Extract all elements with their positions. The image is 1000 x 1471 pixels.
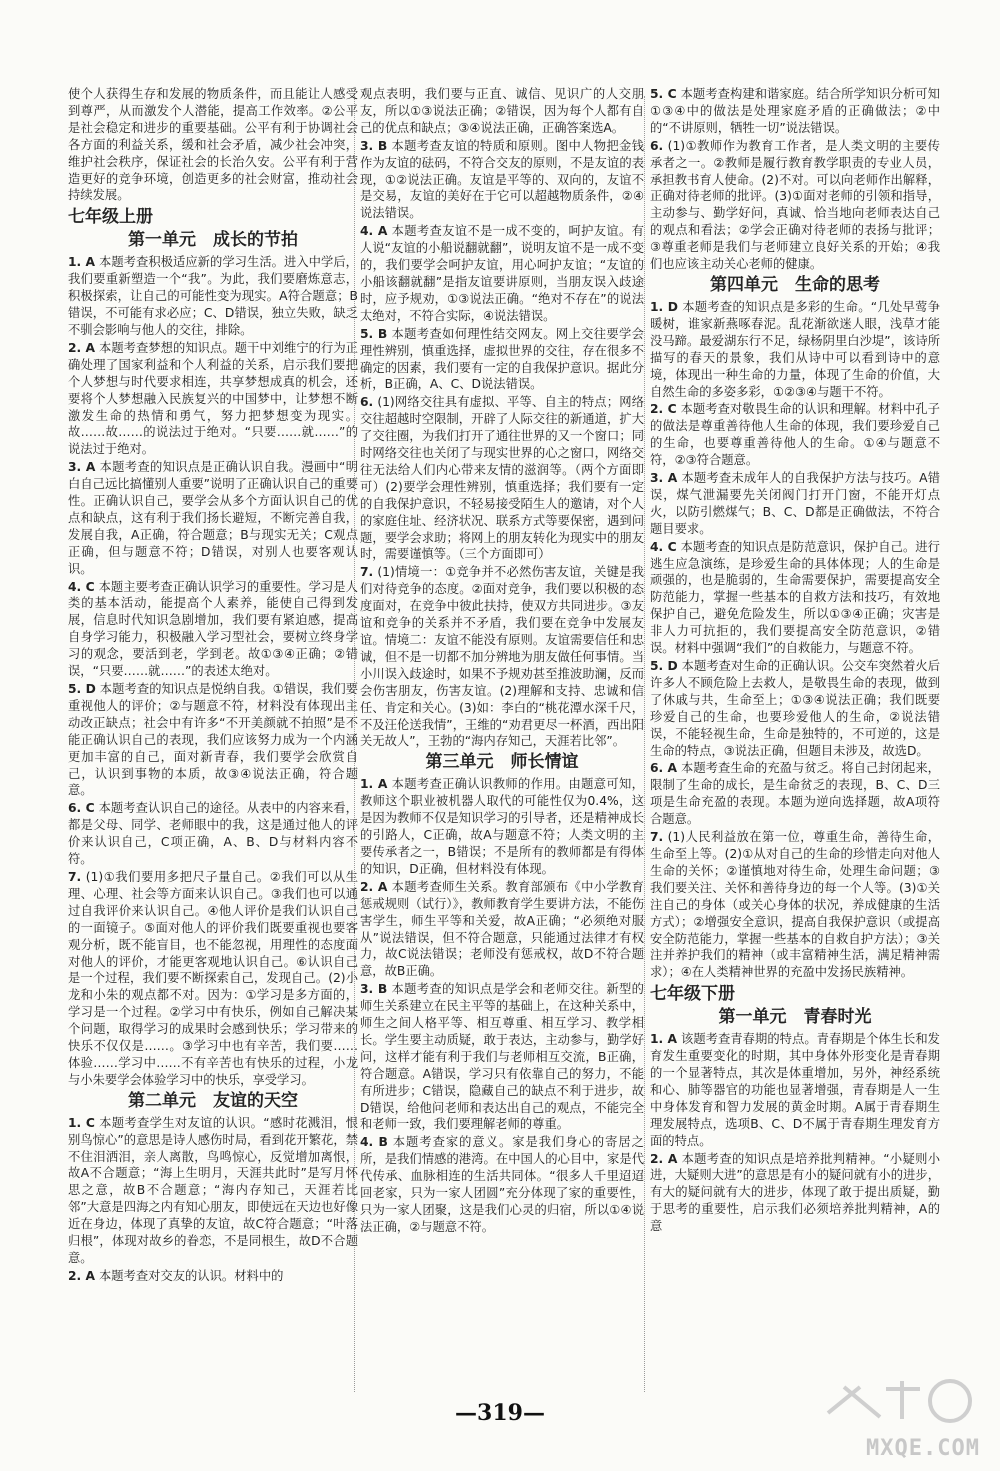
answer-list xyxy=(68,1115,358,1285)
answer-number: 2. A xyxy=(68,1268,96,1283)
answer-number: 6. xyxy=(650,138,664,153)
answer-item xyxy=(360,138,644,223)
answer-text: 本题考查梦想的知识点。题干中刘维宁的行为正确处理了国家利益和个人利益的关系，启示我们要把个人梦想与时代要求相连，共享梦想成真的机会，还要将个人梦想融入民族复兴的中国梦中，让梦想不断激发生命的热情和勇气，努力把梦想变为现实。故……故……的说法过于绝对。“只要……就……”的说法过于绝对。 xyxy=(68,340,358,457)
answer-text: 本题考查的知识点是防范意识，保护自己。进行逃生应急演练，是珍爱生命的具体体现；人的生命是顽强的，也是脆弱的，生命需要保护，需要提高安全防范能力，掌握一些基本的自救方法和技巧，有效地保护自己，避免危险发生，所以①③④正确；灾害是非人力可抗拒的，我们要提高安全防范意识，②错误。材料中强调“我们”的自救能力，与题意不符。 xyxy=(650,539,940,656)
page-number: —319— xyxy=(455,1400,545,1426)
answer-text: 本题考查家的意义。家是我们身心的寄居之所，是我们情感的港湾。在中国人的心目中，家是代代传承、血脉相连的生活共同体。“很多人千里迢迢回老家，只为一家人团圆”充分体现了家的重要性，只为一家人团聚，这是我们心灵的归宿，所以①④说法正确，②与题意不符。 xyxy=(360,1135,644,1234)
intro-paragraph: 使个人获得生存和发展的物质条件，而且能让人感受到尊严，从而激发个人潜能，提高工作效率。②公平是社会稳定和进步的重要基础。公平有利于协调社会各方面的利益关系，缓和社会矛盾，减少社会冲突，维护社会秩序，保证社会的长治久安。公平有利于营造更好的竞争环境，创造更多的社会财富，推动社会持续发展。 xyxy=(68,87,358,203)
grade-heading: 七年级下册 xyxy=(650,984,735,1005)
answer-item xyxy=(68,800,358,868)
answer-number: 3. B xyxy=(360,982,388,997)
grade-heading: 七年级上册 xyxy=(68,207,153,228)
answer-text: 本题考查构建和谐家庭。结合所学知识分析可知①③④中的做法是处理家庭矛盾的正确做法；②中的“不讲原则，牺牲一切”说法错误。 xyxy=(650,87,940,135)
answer-item xyxy=(68,459,358,577)
answer-number: 6. A xyxy=(650,761,678,776)
answer-number: 3. A xyxy=(68,460,96,475)
answer-text: 本题考查未成年人的自我保护方法与技巧。A错误，煤气泄漏要先关闭阀门打开门窗，不能开灯点火，以防引燃煤气；B、C、D都是正确做法，不符合题目要求。 xyxy=(650,471,940,536)
unit-heading: 第三单元 师长情谊 xyxy=(425,752,579,773)
answer-number: 3. B xyxy=(360,138,388,153)
answer-list xyxy=(650,1031,940,1235)
answer-list xyxy=(360,138,644,751)
answer-item xyxy=(68,681,358,799)
answer-number: 1. D xyxy=(650,299,678,314)
answer-text: 本题考查的知识点是学会和老师交往。新型的师生关系建立在民主平等的基础上，在这种关系中，师生之间人格平等、相互尊重、相互学习、教学相长。学生要主动质疑，敢于表达，主动参与，勤学好问，这样才能有利于我们与老师相互交流，B正确，符合题意。A错误，学习只有依靠自己的努力，不能有所进步；C错误，隐藏自己的缺点不利于进步，故D错误，给他问老师和表达出自己的观点，不能完全和老师一致，我们要理解老师的尊重。 xyxy=(360,982,644,1132)
answer-item xyxy=(360,776,644,877)
answer-text: (1)人民利益放在第一位，尊重生命，善待生命，生命至上等。(2)①从对自己的生命的珍惜走向对他人生命的关怀；②谨慎地对待生命，处理生命问题；③我们要关注、关怀和善待身边的每一个人等。(3)①关注自己的身体（或关心身体的状况，养成健康的生活方式）；②增强安全意识，提高自我保护意识（或提高安全防范能力，掌握一些基本的自救自护方法）；③关注并养护我们的精神（或丰富精神生活，满足精神需求）；④在人类精神世界的充盈中发扬民族精神。 xyxy=(650,830,940,980)
answer-number: 6. xyxy=(360,395,374,410)
answer-text: 本题考查如何理性结交网友。网上交往要学会理性辨别，慎重选择，虚拟世界的交往，存在很多不确定的因素，我们要有一定的自我保护意识。据此分析，B正确，A、C、D说法错误。 xyxy=(360,326,644,392)
answer-text: 本题考查的知识点是多彩的生命。“几处早莺争暖树，谁家新燕啄春泥。乱花渐欲迷人眼，浅草才能没马蹄。最爱湖东行不足，绿杨阴里白沙堤”，该诗所描写的春天的景象，我们从诗中可以看到诗中的意境，体现出一种生命的力量，体现了生命的价值，大自然生命的多姿多彩，①②③④与题干不符。 xyxy=(650,299,940,399)
answer-list xyxy=(360,776,644,1235)
answer-text: 本题考查友谊不是一成不变的，呵护友谊。有人说“友谊的小船说翻就翻”，说明友谊不是一成不变的，我们要学会呵护友谊，用心呵护友谊；“友谊的小船该翻就翻”是指友谊要讲原则，当朋友误入歧途时，应予规劝，①③说法正确。“绝对不存在”的说法太绝对，不符合实际，④说法错误。 xyxy=(360,224,644,323)
answer-item xyxy=(360,394,644,563)
answer-text: 本题考查正确认识教师的作用。由题意可知，教师这个职业被机器人取代的可能性仅为0.4%，这是因为教师不仅是知识学习的引导者，还是精神成长的引路人，C正确，故A与题意不符；人类文明的主要传承者之一，B错误；不是所有的教师都是有得体的知识，D正确，但材料没有体现。 xyxy=(360,777,644,876)
answer-item xyxy=(360,223,644,324)
answer-number: 5. B xyxy=(360,326,388,341)
answer-item xyxy=(68,1115,358,1267)
answer-text: (1)情境一：①竞争并不必然伤害友谊，关键是我们对待竞争的态度。②面对竞争，我们要以积极的态度面对，在竞争中彼此扶持，使双方共同进步。③友谊和竞争的关系并不矛盾，我们要在竞争中发展友谊。情境二：友谊不能没有原则。友谊需要信任和忠诚，但不是一切都不加分辨地为朋友做任何事情。当小川误入歧途时，如果不予规劝甚至推波助澜，反而会伤害朋友，伤害友谊。(2)理解和支持、忠诚和信任、肯定和关心。(3)如：李白的“桃花潭水深千尺，不及汪伦送我情”，王维的“劝君更尽一杯酒，西出阳关无故人”，王勃的“海内存知己，天涯若比邻”。 xyxy=(360,565,644,749)
answer-text: 本题考查学生对友谊的认识。“感时花溅泪，恨别鸟惊心”的意思是诗人感伤时局，看到花开繁花，禁不住泪洒泪，亲人离散，鸟鸣惊心，反觉增加离恨，故A不合题意；“海上生明月，天涯共此时”是写月怀思之意，故B不合题意；“海内存知己，天涯若比邻”大意是四海之内有知心朋友，即使远在天边也好像近在身边，体现了真挚的友谊，故C符合题意；“叶落归根”，体现对故乡的眷恋，不是同根生，故D不合题意。 xyxy=(68,1115,358,1265)
answer-item xyxy=(650,1031,940,1149)
unit-heading: 第一单元 成长的节拍 xyxy=(128,230,298,251)
answer-item xyxy=(360,564,644,750)
answer-text: 该题考查青春期的特点。青春期是个体生长和发育发生重要变化的时期，其中身体外形变化是青春期的一个显著特点，其次是体重增加，另外，神经系统和心、肺等器官的功能也显著增强，青春期是人一生中身体发育和智力发展的黄金时期。A属于青春期生理发展特点，选项B、C、D不属于青春期生理发育方面的特点。 xyxy=(650,1032,940,1148)
answer-text: (1)①教师作为教育工作者，是人类文明的主要传承者之一。②教师是履行教育教学职责的专业人员，承担教书育人使命。(2)不对。可以向老师作出解释，正确对待老师的批评。(3)①面对老师的引领和指导，主动参与、勤学好问，真诚、恰当地向老师表达自己的观点和看法；②学会正确对待老师的表扬与批评；③尊重老师是我们与老师建立良好关系的开始；④我们也应该主动关心老师的健康。 xyxy=(650,138,940,272)
answer-item xyxy=(650,299,940,400)
answer-text: 本题考查师生关系。教育部颁布《中小学教育惩戒规则（试行）》，教师教育学生要讲方法，不能伤害学生，师生平等和关爱，故A正确；“必须绝对服从”说法错误，但不符合题意，只能通过法律才有权力，故C说法错误；老师没有惩戒权，故D不符合题意，故B正确。 xyxy=(360,879,644,979)
answer-number: 5. C xyxy=(650,87,677,101)
answer-number: 5. D xyxy=(68,682,96,696)
answer-item xyxy=(68,1268,358,1285)
answer-text: 本题考查积极适应新的学习生活。进入中学后，我们要重新塑造一个“我”。为此，我们要磨炼意志，积极探索，让自己的可能性变为现实。A符合题意；B错误，不可能有求必应；C、D错误，独立失败，缺乏不驯会影响与他人的交往，排除。 xyxy=(68,255,358,337)
answer-number: 5. D xyxy=(650,659,678,673)
answer-number: 1. C xyxy=(68,1115,95,1130)
answer-item xyxy=(650,829,940,981)
answer-number: 2. A xyxy=(650,1151,678,1166)
answer-text: 本题考查认识自己的途径。从表中的内容来看，都是父母、同学、老师眼中的我，这是通过他人的评价来认识自己，C项正确，A、B、D与材料内容不符。 xyxy=(68,801,358,867)
column-2 xyxy=(360,86,644,1386)
answer-text: 本题考查的知识点是正确认识自我。漫画中“明白自己远比搞懂别人重要”说明了正确认识自己的重要性。正确认识自己，要学会从多个方面认识自己的优点和缺点，这有利于我们扬长避短，不断完善自我，发展自我，A正确，符合题意；B与现实无关；C观点正确，但与题意不符；D错误，对别人也要客观认识。 xyxy=(68,460,358,576)
answer-number: 2. A xyxy=(68,340,96,355)
answer-number: 6. C xyxy=(68,801,95,816)
answer-item xyxy=(360,879,644,980)
answer-list xyxy=(68,254,358,1088)
answer-item xyxy=(650,138,940,273)
answer-text: 本题考查对生命的正确认识。公交车突然着火后许多人不顾危险上去救人，是敬畏生命的表现，做到了休戚与共，生命至上；①③④说法正确；我们既要珍爱自己的生命，也要珍爱他人的生命，②说法错误，不能轻视生命，生命是独特的，不可逆的，这是生命的特点，③说法正确，但题目未涉及，故选D。 xyxy=(650,659,940,758)
answer-item xyxy=(650,86,940,137)
answer-item xyxy=(68,254,358,339)
answer-item xyxy=(650,760,940,828)
answer-number: 4. A xyxy=(360,224,388,239)
answer-item xyxy=(650,470,940,538)
answer-number: 4. B xyxy=(360,1135,388,1150)
answer-number: 1. A xyxy=(650,1032,678,1047)
column-1 xyxy=(68,86,358,1386)
answer-number: 4. C xyxy=(650,539,677,554)
answer-item xyxy=(360,981,644,1133)
answer-text: (1)①我们要用多把尺子量自己。②我们可以从生理、心理、社会等方面来认识自己。③我们也可以通过自我评价来认识自己。④他人评价是我们认识自己的一面镜子。⑤面对他人的评价我们既要重视也要客观分析，既不能盲目，也不能忽视，用理性的态度面对他人的评价，才能更客观地认识自己。⑥认识自己是一个过程，我们要不断探索自己，发现自己。(2)小龙和小朱的观点都不对。因为：①学习是多方面的，学习是一个过程。②学习中有快乐，例如自己解决某个问题，取得学习的成果时会感到快乐；学习带来的快乐不仅仅是……。③学习中也有辛苦，我们要……体验……学习中……不有辛苦也有快乐的过程，小龙与小朱要学会体验学习中的快乐，享受学习。 xyxy=(68,869,358,1087)
unit-heading: 第二单元 友谊的天空 xyxy=(128,1090,298,1111)
intro-paragraph: 观点表明，我们要与正直、诚信、见识广的人交朋友，所以①③说法正确；②错误，因为每个人都有自己的优点和缺点；③④说法正确，正确答案选A。 xyxy=(360,87,644,135)
answer-number: 7. xyxy=(68,869,82,884)
answer-number: 7. xyxy=(360,565,374,580)
answer-item xyxy=(360,326,644,394)
answer-item xyxy=(360,1134,644,1235)
answer-text: 本题考查生命的充盈与贫乏。将自己封闭起来，限制了生命的成长，是生命贫乏的表现，B、C、D三项是生命充盈的表现。本题为逆向选择题，故A项符合题意。 xyxy=(650,761,940,827)
answer-number: 1. A xyxy=(68,255,96,270)
answer-text: 本题主要考查正确认识学习的重要性。学习是人类的基本活动，能提高个人素养，能使自己得到发展，信息时代知识急剧增加，我们要有紧迫感，提高自身学习能力，积极融入学习型社会，要树立终身学习的观念，要活到老，学到老。故①③④正确；②错误，“只要……就……”的表述太绝对。 xyxy=(68,579,358,679)
unit-heading: 第四单元 生命的思考 xyxy=(710,274,880,295)
answer-item xyxy=(650,658,940,759)
answer-item xyxy=(68,869,358,1089)
answer-number: 2. A xyxy=(360,879,388,894)
answer-text: 本题考查友谊的特质和原则。图中人物把金钱作为友谊的砝码，不符合交友的原则，不是友谊的表现，①②说法正确。友谊是平等的、双向的，友谊不是交易，友谊的美好在于它可以超越物质条件，②④说法错误。 xyxy=(360,138,644,221)
answer-text: (1)网络交往具有虚拟、平等、自主的特点；网络交往超越时空限制，开辟了人际交往的新通道，扩大了交往圈，为我们打开了通往世界的又一个窗口；同时网络交往也关闭了与现实世界的心之窗口，网络交往无法给人们内心带来友情的滋润等。（两个方面即可）(2)要学会理性辨别，慎重选择；我们要有一定的自我保护意识，不轻易接受陌生人的邀请，对个人的家庭住址、经济状况、联系方式等要保密，遇到问题，要学会求助；将网上的朋友转化为现实中的朋友时，需要谨慎等。（三个方面即可） xyxy=(360,395,644,562)
answer-item xyxy=(68,340,358,458)
answer-list xyxy=(650,86,940,273)
answer-number: 4. C xyxy=(68,579,95,594)
unit-heading: 第一单元 青春时光 xyxy=(718,1007,872,1028)
answer-text: 本题考查对交友的认识。材料中的 xyxy=(98,1268,284,1283)
answer-item xyxy=(650,401,940,469)
answer-item xyxy=(68,579,358,680)
answer-number: 3. A xyxy=(650,471,678,486)
answer-item xyxy=(650,539,940,657)
answer-item xyxy=(650,1151,940,1236)
column-divider xyxy=(644,96,645,1392)
watermark-text: MXQE.COM xyxy=(866,1436,980,1461)
answer-number: 1. A xyxy=(360,777,388,792)
answer-text: 本题考查的知识点是培养批判精神。“小疑则小进，大疑则大进”的意思是有小的疑问就有小的进步，有大的疑问就有大的进步，体现了敢于提出质疑，勤于思考的重要性，启示我们必须培养批判精神，A的意 xyxy=(650,1151,940,1234)
answer-text: 本题考查对敬畏生命的认识和理解。材料中孔子的做法是尊重善待他人生命的体现，我们要珍爱自己的生命，也要尊重善待他人的生命。①④与题意不符，②③符合题意。 xyxy=(650,402,940,468)
answer-list xyxy=(650,299,940,981)
column-3 xyxy=(650,86,940,1386)
answer-text: 本题考查的知识点是悦纳自我。①错误，我们要重视他人的评价；②与题意不符，材料没有体现出主动改正缺点；社会中有许多“不开美颜就不拍照”是不能正确认识自己的表现，我们应该努力成为一个内涵更加丰富的自己，面对新青春，我们要学会欣赏自己，认识到事物的本质，故③④说法正确，符合题意。 xyxy=(68,682,358,798)
answer-number: 2. C xyxy=(650,402,677,417)
answer-number: 7. xyxy=(650,830,664,845)
